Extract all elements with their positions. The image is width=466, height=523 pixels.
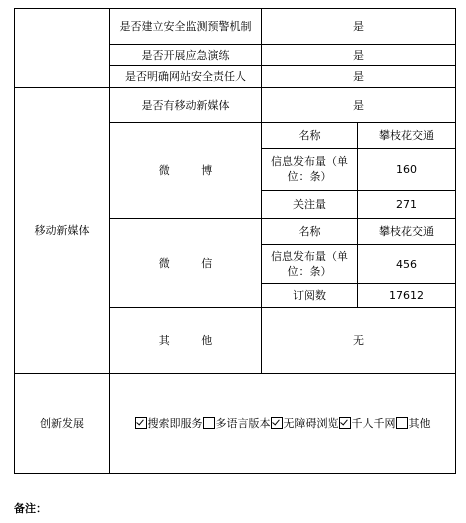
checkbox-icon[interactable] bbox=[396, 417, 408, 429]
innovation-options bbox=[110, 374, 456, 474]
drill-value: 是 bbox=[262, 45, 456, 66]
wechat-subs-label: 订阅数 bbox=[262, 283, 358, 307]
option-other[interactable] bbox=[396, 417, 431, 430]
option-label: 千人千网 bbox=[351, 417, 396, 431]
responsible-value: 是 bbox=[262, 66, 456, 88]
weibo-posts-value: 160 bbox=[358, 148, 456, 190]
weibo-posts-label: 信息发布量（单位：条） bbox=[262, 148, 358, 190]
wechat-posts-value: 456 bbox=[358, 245, 456, 283]
option-personalized[interactable] bbox=[339, 417, 396, 430]
option-multilingual[interactable] bbox=[203, 417, 271, 430]
wechat-label: 微 信 bbox=[110, 219, 262, 308]
innovation-label: 创新发展 bbox=[15, 374, 110, 474]
weibo-followers-value: 271 bbox=[358, 191, 456, 219]
responsible-label: 是否明确网站安全责任人 bbox=[110, 66, 262, 88]
checkbox-icon[interactable] bbox=[271, 417, 283, 429]
other-value: 无 bbox=[262, 307, 456, 373]
mobile-has-value: 是 bbox=[262, 88, 456, 122]
monitoring-label: 是否建立安全监测预警机制 bbox=[110, 9, 262, 45]
blank-cell bbox=[15, 9, 110, 88]
option-label: 其他 bbox=[408, 417, 431, 431]
weibo-name-label: 名称 bbox=[262, 122, 358, 148]
checkbox-icon[interactable] bbox=[339, 417, 351, 429]
drill-label: 是否开展应急演练 bbox=[110, 45, 262, 66]
weibo-label: 微 博 bbox=[110, 122, 262, 219]
wechat-name-value: 攀枝花交通 bbox=[358, 219, 456, 245]
weibo-followers-label: 关注量 bbox=[262, 191, 358, 219]
checkbox-icon[interactable] bbox=[135, 417, 147, 429]
wechat-subs-value: 17612 bbox=[358, 283, 456, 307]
remark-label: 备注： bbox=[14, 502, 47, 515]
report-table bbox=[14, 8, 456, 474]
checkbox-icon[interactable] bbox=[203, 417, 215, 429]
option-accessibility[interactable] bbox=[271, 417, 339, 430]
option-label: 无障碍浏览 bbox=[283, 417, 339, 431]
mobile-section-label: 移动新媒体 bbox=[15, 88, 110, 374]
option-label: 多语言版本 bbox=[215, 417, 271, 431]
weibo-name-value: 攀枝花交通 bbox=[358, 122, 456, 148]
wechat-posts-label: 信息发布量（单位：条） bbox=[262, 245, 358, 283]
other-label: 其 他 bbox=[110, 307, 262, 373]
mobile-has-label: 是否有移动新媒体 bbox=[110, 88, 262, 122]
wechat-name-label: 名称 bbox=[262, 219, 358, 245]
option-search-service[interactable] bbox=[135, 417, 203, 430]
monitoring-value: 是 bbox=[262, 9, 456, 45]
option-label: 搜索即服务 bbox=[147, 417, 203, 431]
